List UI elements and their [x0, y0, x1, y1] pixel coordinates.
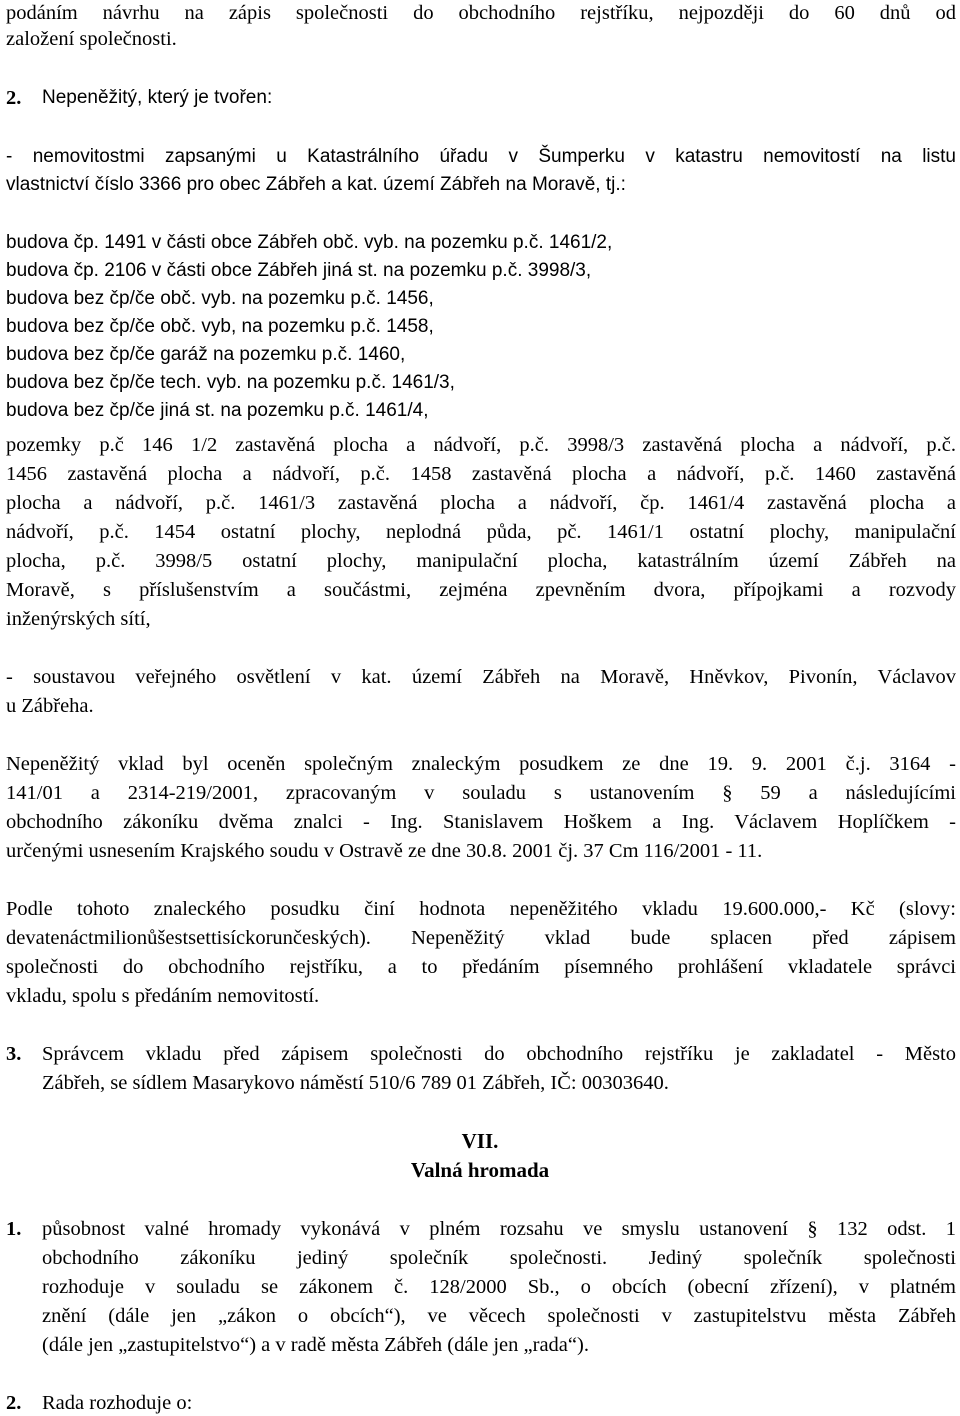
intro-line-2: založení společnosti. — [6, 28, 177, 50]
land-line: 1456 zastavěná plocha a nádvoří, p.č. 1458 zastavěná plocha a nádvoří, p.č. 1460 zastavěná — [6, 463, 956, 485]
building-item: budova bez čp/če garáž na pozemku p.č. 1460, — [6, 344, 406, 365]
item3-line-2: Zábřeh, se sídlem Masarykovo náměstí 510/6 789 01 Zábřeh, IČ: 00303640. — [42, 1072, 669, 1094]
real-estate-line-2: vlastnictví číslo 3366 pro obec Zábřeh a kat. území Zábřeh na Moravě, tj.: — [6, 174, 626, 195]
section-title: Valná hromada — [410, 1158, 550, 1182]
lighting-line-2: u Zábřeha. — [6, 695, 94, 717]
real-estate-line-1: - nemovitostmi zapsanými u Katastrálního úřadu v Šumperku v katastru nemovitostí na listu — [6, 146, 956, 167]
building-item: budova čp. 1491 v části obce Zábřeh obč. vyb. na pozemku p.č. 1461/2, — [6, 232, 613, 253]
intro-line-1: podáním návrhu na zápis společnosti do obchodního rejstříku, nejpozději do 60 dnů od — [6, 2, 956, 24]
land-line: pozemky p.č 146 1/2 zastavěná plocha a nádvoří, p.č. 3998/3 zastavěná plocha a nádvoří, p.č. — [6, 434, 956, 456]
land-line: plocha, p.č. 3998/5 ostatní plochy, manipulační plocha, katastrálním území Zábřeh na — [6, 550, 956, 572]
section-item1-line: obchodního zákoníku jediný společník společnosti. Jediný společník společnosti — [42, 1247, 956, 1269]
item2-heading: Nepeněžitý, který je tvořen: — [42, 87, 273, 108]
building-item: budova bez čp/če obč. vyb. na pozemku p.č. 1456, — [6, 288, 434, 309]
building-item: budova bez čp/če tech. vyb. na pozemku p.č. 1461/3, — [6, 372, 455, 393]
value-line: vkladu, spolu s předáním nemovitostí. — [6, 985, 320, 1007]
lighting-line-1: - soustavou veřejného osvětlení v kat. území Zábřeh na Moravě, Hněvkov, Pivonín, Václavov — [6, 666, 956, 688]
item-number-3: 3. — [6, 1043, 22, 1065]
section-item1-line: (dále jen „zastupitelstvo“) a v radě města Zábřeh (dále jen „rada“). — [42, 1334, 589, 1356]
building-item: budova bez čp/če obč. vyb, na pozemku p.č. 1458, — [6, 316, 434, 337]
section-item2-text: Rada rozhoduje o: — [42, 1392, 193, 1414]
section-item1-line: rozhoduje v souladu se zákonem č. 128/2000 Sb., o obcích (obecní zřízení), v platném — [42, 1276, 956, 1298]
valuation-line: určenými usnesením Krajského soudu v Ostravě ze dne 30.8. 2001 čj. 37 Cm 116/2001 - 11. — [6, 840, 763, 862]
valuation-line: Nepeněžitý vklad byl oceněn společným znaleckým posudkem ze dne 19. 9. 2001 č.j. 3164 - — [6, 753, 956, 775]
valuation-line: 141/01 a 2314-219/2001, zpracovaným v souladu s ustanovením § 59 a následujícími — [6, 782, 956, 804]
building-item: budova bez čp/če jiná st. na pozemku p.č. 1461/4, — [6, 400, 429, 421]
section-item1-line: znění (dále jen „zákon o obcích“), ve věcech společnosti v zastupitelstvu města Zábřeh — [42, 1305, 956, 1327]
land-line: Moravě, s příslušenstvím a součástmi, zejména zpevněním dvora, přípojkami a rozvody — [6, 579, 956, 601]
section-item-number-2: 2. — [6, 1392, 22, 1414]
value-line: Podle tohoto znaleckého posudku činí hodnota nepeněžitého vkladu 19.600.000,- Kč (slovy: — [6, 898, 956, 920]
value-line: společnosti do obchodního rejstříku, a to předáním písemného prohlášení vkladatele správci — [6, 956, 956, 978]
land-line: plocha a nádvoří, p.č. 1461/3 zastavěná plocha a nádvoří, čp. 1461/4 zastavěná plocha a — [6, 492, 956, 514]
section-item-number-1: 1. — [6, 1218, 22, 1240]
building-item: budova čp. 2106 v části obce Zábřeh jiná st. na pozemku p.č. 3998/3, — [6, 260, 592, 281]
item-number-2: 2. — [6, 87, 22, 109]
section-numeral: VII. — [461, 1129, 499, 1153]
section-item1-line: působnost valné hromady vykonává v plném rozsahu ve smyslu ustanovení § 132 odst. 1 — [42, 1218, 956, 1240]
land-line: inženýrských sítí, — [6, 608, 151, 630]
valuation-line: obchodního zákoníku dvěma znalci - Ing. Stanislavem Hoškem a Ing. Václavem Hoplíčkem - — [6, 811, 956, 833]
land-line: nádvoří, p.č. 1454 ostatní plochy, neplodná půda, pč. 1461/1 ostatní plochy, manipulační — [6, 521, 956, 543]
item3-line-1: Správcem vkladu před zápisem společnosti do obchodního rejstříku je zakladatel - Město — [42, 1043, 956, 1065]
value-line: devatenáctmilionůšestsettisíckorunčeských). Nepeněžitý vklad bude splacen před zápisem — [6, 927, 956, 949]
